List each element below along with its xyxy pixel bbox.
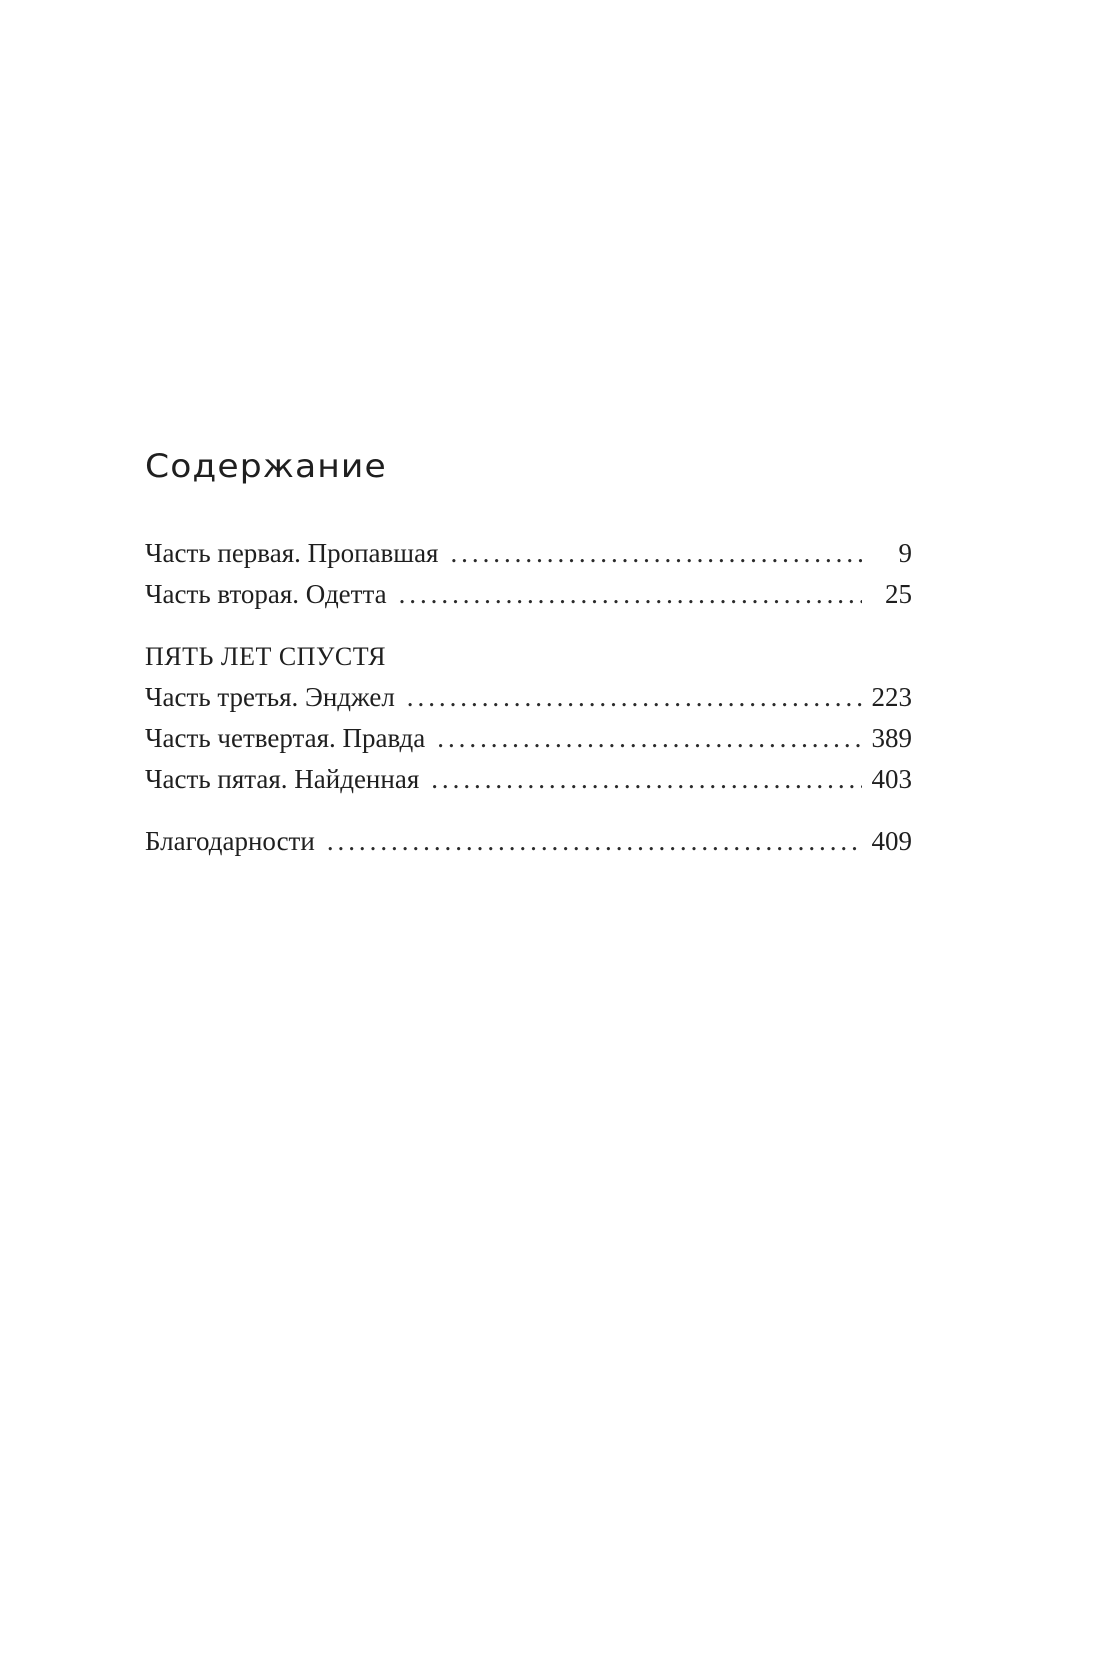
toc-entry <box>145 677 912 718</box>
dot-leader <box>327 821 862 862</box>
toc-group <box>145 636 912 800</box>
toc-entry-label: Часть четвертая. Правда <box>145 723 426 753</box>
toc-group <box>145 821 912 862</box>
toc-entry-label: Часть пятая. Найденная <box>145 764 420 794</box>
toc-entry <box>145 533 912 574</box>
dot-leader <box>437 718 862 759</box>
page-title: Содержание <box>145 447 387 485</box>
dot-leader <box>431 759 862 800</box>
section-heading: ПЯТЬ ЛЕТ СПУСТЯ <box>145 642 386 671</box>
toc-entry-label: Благодарности <box>145 826 315 856</box>
dot-leader <box>407 677 862 718</box>
toc-entry-page: 9 <box>898 538 912 568</box>
dot-leader <box>450 533 862 574</box>
toc-entry-page: 409 <box>871 826 912 856</box>
toc-entry-page: 223 <box>871 682 912 712</box>
toc-entry <box>145 718 912 759</box>
toc-group <box>145 533 912 615</box>
toc-entry-label: Часть первая. Пропавшая <box>145 538 439 568</box>
toc-entry-page: 403 <box>871 764 912 794</box>
toc-entry <box>145 759 912 800</box>
toc-entry <box>145 821 912 862</box>
toc-entry-label: Часть вторая. Одетта <box>145 579 387 609</box>
toc-entry-page: 389 <box>871 723 912 753</box>
toc-entry-page: 25 <box>885 579 912 609</box>
toc-entry-label: Часть третья. Энджел <box>145 682 395 712</box>
toc-entry <box>145 574 912 615</box>
dot-leader <box>399 574 862 615</box>
